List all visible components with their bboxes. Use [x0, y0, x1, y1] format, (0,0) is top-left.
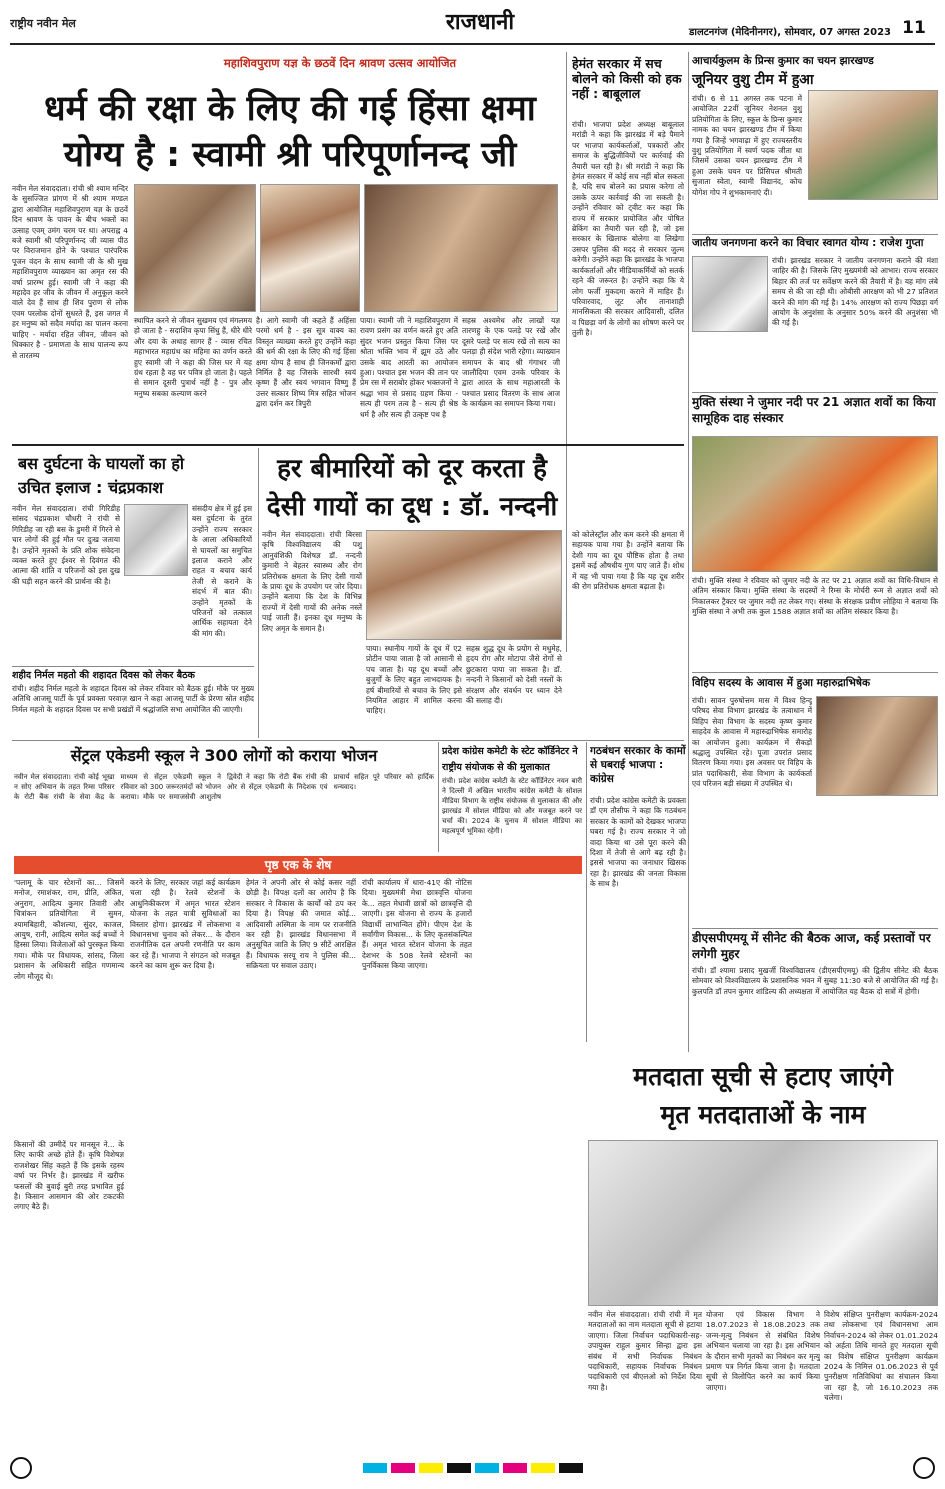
voter-col-1: नवीन मेल संवाददाता। रांची रांची में मृत मतदाताओं का नाम मतदाता सूची से हटाया जाएगा। जिला निर्वाचन पदाधिकारी-सह-उपायुक्त राहुल कुमार सिन्हा द्वारा इस संबंध में सभी निर्वाचक निबंधन पदाधिकारी, सहायक निर्वाचक निबंधन पदाधिकारी एवं बीएलओ को निर्देश दिया गया है। — [588, 1310, 702, 1392]
continued-col-2: करने के लिए, सरकार जहां कई कार्यक्रम चला रही है। रेलवे स्टेशनों के आधुनिकीकरण में अमृत भारत स्टेशन योजना के तहत यात्री सुविधाओं का विस्तार होगा। झारखंड में लोकसभा व विधानसभा चुनाव को लेकर... के दौरान राजनीतिक दल अपनी रणनीति पर काम कर रहे हैं। भाजपा ने संगठन को मजबूत करने का काम शुरू कर दिया है। — [130, 878, 240, 971]
bus-headline-1: बस दुर्घटना के घायलों का हो — [18, 454, 185, 473]
sidebar-rule-3 — [692, 672, 938, 673]
congress-body: रांची। प्रदेश कांग्रेस कमेटी के स्टेट कॉर्डिनेटर नयन बारी ने दिल्ली में अखिल भारतीय कांग्रेस कमेटी के सोशल मीडिया विभाग के राष्ट्रीय संयोजक से मुलाकात की और झारखंड में सोशल मीडिया को और मजबूत करने पर चर्चा की। 2024 के चुनाव में सोशल मीडिया का महत्वपूर्ण भूमिका रहेगी। — [442, 777, 582, 835]
bus-body-2: संसदीय क्षेत्र में हुई इस बस दुर्घटना के तुरंत उन्होंने राज्य सरकार के आला अधिकारियों से घायलों का समुचित इलाज कराने और राहत व बचाव कार्य तेजी से कराने के संदर्भ में बात की। उन्होंने मृतकों के परिजनों को तत्काल आर्थिक सहायता देने की मांग की। — [192, 504, 252, 638]
masthead — [0, 0, 945, 45]
alliance-divider — [586, 742, 587, 1042]
sidebar-rule-1 — [692, 234, 938, 235]
sidebar-divider — [688, 52, 689, 1052]
cow-col-2: पाया। स्थानीय गायों के दूध में ए2 प्रोटीन पाया जाता है जो आसानी से पच जाता है। यह दूध बच्चों और बुजुर्गों के लिए बहुत लाभदायक है। हर्ष बीमारियों से बचाव के लिए इसे नियमित आहार में शामिल करना चाहिए। — [366, 644, 462, 716]
fire-photo — [692, 436, 938, 572]
voter-col-3: विशेष संक्षिप्त पुनरीक्षण कार्यक्रम-2024 तथा लोकसभा एवं विधानसभा आम निर्वाचन-2024 को लेकर 01.01.2024 को अर्हता तिथि मानते हुए मतदाता सूची का विशेष संक्षिप्त पुनरीक्षण कार्यक्रम 2024 के निमित्त 01.06.2023 से पूर्व पुनरीक्षण गतिविधियां का संचालन किया जा रहा है, जो 16.10.2023 तक चलेगा। — [824, 1310, 938, 1403]
vhp-photo — [816, 696, 938, 796]
bus-body-1: नवीन मेल संवाददाता। रांची गिरिडीह सांसद चंद्रप्रकाश चौधरी ने रांची से गिरिडीह जा रही बस के डुमरी में गिरने से चार लोगों की हुई मौत पर दुःख जताया है। उन्होंने मृतकों के प्रति शोक संवेदना व्यक्त करते हुए ईश्वर से दिवंगत की आत्मा की शांति व परिजनों को इस दुख की घड़ी सहन करने की प्रार्थना की है। — [12, 504, 120, 586]
babulal-headline: हेमंत सरकार में सच बोलने को किसी को हक नहीं : बाबूलाल — [572, 56, 682, 101]
continued-banner: पृष्ठ एक के शेष — [14, 856, 582, 874]
wushu-body: रांची। 6 से 11 अगस्त तक पटना में आयोजित 22वीं जूनियर नेशनल वुशु प्रतियोगिता के लिए, स्कूल के प्रिन्स कुमार नामक का चयन झारखण्ड टीम में किया गया है जिन्हें भगवाढ़ा में हुए राज्यस्तरीय वुशु प्रतियोगिता में स्वर्ण पदक जीता था जिसमें उसका चयन झारखण्ड टीम में हुआ उसके चयन पर प्रिंसिपल श्रीमती सुजाता स्वेता, स्वामी विद्यानंद, कोच योगेश गोप ने शुभकामनाएं दी। — [692, 94, 802, 197]
registration-mark-left — [10, 1457, 32, 1479]
shaheed-rule — [12, 666, 254, 667]
voter-headline-2: मृत मतदाताओं के नाम — [660, 1100, 866, 1129]
lead-headline-2: योग्य है : स्वामी श्री परिपूर्णानन्द जी — [63, 135, 517, 175]
caste-body: रांची। झारखंड सरकार ने जातीय जनगणना कराने की मंशा जाहिर की है। जिसके लिए मुख्यमंत्री को आभार। राज्य सरकार बिहार की तर्ज पर सर्वेक्षण करने की तैयारी में है। यह मांग लंबे समय से की जा रही थी। ओबीसी आरक्षण को भी 27 प्रतिशत करने की मांग की गई है। 14% आरक्षण को राज्य पिछड़ा वर्ग आयोग के अनुशंसा के अनुसार 50% करने की अनुशंसा भी की गई है। — [772, 256, 938, 328]
dsp-body: रांची। डॉ श्यामा प्रसाद मुखर्जी विश्वविद्यालय (डीएसपीएमयू) की द्वितीय सीनेट की बैठक सोमवार को विश्वविद्यालय के प्रशासनिक भवन में सुबह 11:30 बजे से आयोजित की गई है। कुलपति डॉ तपन कुमार शांडिल्य की अध्यक्षता में आयोजित यह बैठक दो सत्रों में होगी। — [692, 966, 938, 996]
lead-headline-1: धर्म की रक्षा के लिए की गई हिंसा क्षमा — [44, 89, 536, 129]
voter-col-2: योजना एवं विकास विभाग ने 18.07.2023 से 18.08.2023 तक जन्म-मृत्यु निबंधन से संबंधित विशेष अभियान चलाया जा रहा है। इस अभियान के दौरान सभी मृतकों का निबंधन कर मृत्यु प्रमाण पत्र निर्गत किया जाना है। मतदाता सूची से विलोपित करने का कार्य किया जाएगा। — [706, 1310, 820, 1392]
central-rule — [12, 740, 684, 741]
caste-headline: जातीय जनगणना करने का विचार स्वागत योग्य : राजेश गुप्ता — [692, 237, 924, 249]
cow-divider — [258, 448, 259, 738]
color-bars — [363, 1463, 583, 1473]
voter-headline-1: मतदाता सूची से हटाए जाएंगे — [633, 1062, 893, 1091]
sidebar-rule-4 — [692, 928, 938, 929]
lead-photo-1 — [134, 184, 256, 312]
bus-headline-2: उचित इलाज : चंद्रप्रकाश — [18, 478, 164, 497]
registration-mark-right — [913, 1457, 935, 1479]
cow-col-1: नवीन मेल संवाददाता। रांची बिरसा कृषि विश्वविद्यालय की पशु आनुवंशिकी विशेषज्ञ डॉ. नन्दनी कुमारी ने बेहतर स्वास्थ्य और रोग प्रतिरोधक क्षमता के लिए देसी गायों के प्रायः दूध के उपयोग पर जोर दिया। उन्होंने बताया कि देश के विभिन्न राज्यों में देसी गायों की अनेक नस्लें पाई जाती हैं। इनका दूध मनुष्य के लिए अमृत के समान है। — [262, 530, 362, 633]
congress-divider — [438, 742, 439, 852]
cow-headline-2: देसी गायों का दूध : डॉ. नन्दनी — [266, 492, 558, 522]
lead-col-3: है। आगे स्वामी जी कहते हैं अहिंसा परमो धर्म है - इस सूत्र वाक्य का विस्तृत व्याख्या करते हुए उन्होंने कहा की धर्म की रक्षा के लिए की गई हिंसा क्षमा योग्य है साथ ही जिनकर्मों द्वारा निर्मित है यह जिसके सारथी स्वयं कृष्ण हैं और स्वयं भगवान विष्णु हैं उत्तर सत्कार शिष्य मित्र सहित भोजन द्वारा दर्शन कर त्रिपुरी — [256, 316, 356, 409]
caste-photo — [692, 256, 768, 332]
lead-photo-3 — [364, 184, 558, 312]
fire-headline: मुक्ति संस्था ने जुमार नदी पर 21 अज्ञात शवों का किया सामूहिक दाह संस्कार — [692, 395, 936, 425]
wushu-headline: जूनियर वुशु टीम में हुआ — [692, 72, 814, 88]
shaheed-headline: शहीद निर्मल महतो की शहादत दिवस को लेकर बैठक — [12, 670, 195, 681]
continued-col-4: रांची कार्यालय में धारा-41ए की नोटिस दिया। मुख्यमंत्री मेधा छात्रवृत्ति योजना के... तहत मेधावी छात्रों को छात्रवृत्ति दी जाएगी। इस योजना से राज्य के हजारों विद्यार्थी लाभान्वित होंगे। पीएम देश के सर्वांगीण विकास... के लिए कृतसंकल्पित हैं। अमृत भारत स्टेशन योजना के तहत देशभर के 508 रेलवे स्टेशनों का पुनर्विकास किया जाएगा। — [362, 878, 472, 971]
central-body: नवीन मेल संवाददाता। रांची कोई भूखा न सोए अभियान के तहत रिम्स परिसर के रोटी बैंक रांची के सेवा केंद्र के माध्यम से सेंट्रल एकेडमी स्कूल ने रविवार को 300 जरूरतमंदों को भोजन कराया। मौके पर समाजसेवी आशुतोष द्विवेदी ने कहा कि रोटी बैंक रांची की ओर से सेंट्रल एकेडमी के निदेशक एवं प्राचार्य सहित पूरे परिवार को हार्दिक धन्यवाद। — [14, 773, 434, 801]
wushu-photo — [808, 90, 938, 200]
continued-col-3: हेमंत ने अपनी ओर से कोई कसर नहीं छोड़ी है। विपक्ष दलों का आरोप है कि सरकार ने विकास के कार्यों को ठप कर दिया है। विपक्ष की जमात कोई... आदिवासी अस्मिता के नाम पर राजनीति कर रही है। झारखंड विधानसभा में अनुसूचित जाति के लिए 9 सीटें आरक्षित हैं। विधायक सरयू राय ने पुलिस की... सक्रियता पर सवाल उठाए। — [246, 878, 356, 971]
central-headline: सेंट्रल एकेडमी स्कूल ने 300 लोगों को कराया भोजन — [70, 746, 378, 765]
voter-photo — [588, 1140, 938, 1306]
fire-body: रांची। मुक्ति संस्था ने रविवार को जुमार नदी के तट पर 21 अज्ञात शवों का विधि-विधान से अंतिम संस्कार किया। मुक्ति संस्था के सदस्यों ने रिम्स के मोर्चरी रूम से अज्ञात शवों को निकालकर ट्रैक्टर पर जुमार नदी तट लेकर गए। संस्था के संरक्षक प्रवीण लोहिया ने बताया कि मुक्ति संस्था ने अभी तक कुल 1588 अज्ञात शवों का अंतिम संस्कार किया है। — [692, 576, 938, 617]
lead-kicker: महाशिवपुराण यज्ञ के छठवें दिन श्रावण उत्सव आयोजित — [223, 56, 457, 70]
lead-col-1: नवीन मेल संवाददाता। रांची श्री श्याम मन्दिर के सुसज्जित प्रांगण में श्री श्याम मण्डल द्वारा आयोजित महाशिवपुराण यज्ञ के छठवें दिन श्रावण के पावन के बीच भक्तों का उत्साह एवम् उमंग चरम पर था। अपराह्न 4 बजे स्वामी श्री परिपूर्णानन्द जी व्यास पीठ पर विराजमान होने के पश्चात पारंपरिक पूजन वंदन के साथ स्वामी जी के श्री मुख महाशिवपुराण व्याख्यान का अमृत रस की वर्षा प्रारम्भ हुई। स्वामी जी ने कहा की महादेव हर जीव के जीवन में अनुकूल करने वाले देव हैं साथ ही शिव पुराण से लोक एवम परलोक दोनों सुधरते हैं, इस जगत में हर मनुष्य को सदैव मर्यादा का पालन करना चाहिए - मर्यादा रहित जीवन, जीवन को धिक्कार है - प्रमाणता के साथ पालन्य रूप से तारतम्य — [12, 184, 128, 360]
vhp-body: रांची। सावन पुरुषोत्तम मास में विश्व हिन्दू परिषद सेवा विभाग झारखंड के तत्वाधान में विहिप सेवा विभाग के सदस्य कृष्ण कुमार साहदेव के आवास में महारुद्राभिषेक समारोह का आयोजन हुआ। कार्यक्रम में सैकड़ों श्रद्धालु उपस्थित रहे। पूजा उपरांत प्रसाद वितरण किया गया। इस अवसर पर विहिप के प्रांत पदाधिकारी, सेवा विभाग के कार्यकर्ता एवं परिजन बड़ी संख्या में उपस्थित थे। — [692, 696, 812, 789]
vhp-headline: विहिप सदस्य के आवास में हुआ महारुद्राभिषेक — [692, 677, 871, 689]
lead-col-4: पाया। स्वामी जी ने महाशिवपुराण में रावण प्रसंग का वर्णन करते हुए अति सुंदर भजन प्रस्तुत किया जिस पर श्रोता भक्ति भाव में झूम उठे और उसके बाद आरती का आयोजन हुआ। पश्चात इस भजन की तान पर प्रेम रस में सराबोर होकर भक्तजनों ने श्रद्धा भाव से प्रसाद ग्रहण किया - सत्य ही परम तत्व है - सत्य ही श्रेष्ठ धर्म है और सत्य ही उत्कृष्ट पथ है — [360, 316, 458, 419]
dateline: डालटनगंज (मेदिनीनगर), सोमवार, 07 अगस्त 2023 — [689, 27, 891, 38]
congress-headline-2: राष्ट्रीय संयोजक से की मुलाकात — [442, 762, 550, 773]
cow-headline-1: हर बीमारियों को दूर करता है — [277, 454, 547, 484]
continued-col-1b: किसानों की उम्मीदें पर मानसून ने... के लिए काफी अच्छे होते हैं। कृषि विशेषज्ञ राजशेखर सिंह कहते हैं कि इसके रहस्य वर्षा पर निर्भर है। झारखंड में खरीफ फसलों की बुवाई बुरी तरह प्रभावित हुई है। किसान आसमान की ओर टकटकी लगाए बैठे हैं। — [14, 1140, 124, 1212]
alliance-body: रांची। प्रदेश कांग्रेस कमेटी के प्रवक्ता डॉ एम तौसीफ ने कहा कि गठबंधन सरकार के कामों को देखकर भाजपा घबरा गई है। राज्य सरकार ने जो वादा किया था उसे पूरा करने की दिशा में तेजी से आगे बढ़ रही है। इससे भाजपा का जनाधार खिसक रहा है। झारखंड की जनता विकास के साथ है। — [590, 796, 686, 889]
babulal-body: रांची। भाजपा प्रदेश अध्यक्ष बाबूलाल मरांडी ने कहा कि झारखंड में बड़े पैमाने पर भाजपा कार्यकर्ताओं, पत्रकारों और समाज के बुद्धिजीवियों पर कार्रवाई की तैयारी चल रही है। श्री मरांडी ने कहा कि हेमंत सरकार में कोई सच नहीं बोल सकता है, यदि सच बोलने का प्रयास करेगा तो उसके ऊपर कार्रवाई की जा सकती है। उन्होंने रविवार को ट्वीट कर कहा कि राज्य में सरकार प्रायोजित और पोषित ब्रेकिंग का तैयारी चल रही है, जो इस सरकार के खिलाफ बोलेगा वा लिखेगा उसपर पुलिस की मदद से सरकार जुल्म करेगी। उन्होंने कहा कि झारखंड के भाजपा कार्यकर्ताओं और मीडियाकर्मियों को सतर्क रहने की जरूरत है। उन्होंने कहा कि ये लोग फर्जी मुकदमा कराने में माहिर हैं। परिवारवाद, लूट और तानाशाही मानसिकता की सरकार आदिवासी, दलित व पिछड़ा वर्ग के लोगों का शोषण करने पर तुली है। — [572, 120, 684, 338]
bus-photo — [124, 504, 188, 576]
cow-col-3: सहस्र शुद्ध दूध के प्रयोग से मधुमेह, हृदय रोग और मोटापा जैसे रोगों से छुटकारा पाया जा सकता है। डॉ. नन्दनी ने किसानों को देसी नस्लों के संरक्षण और संवर्धन पर ध्यान देने की सलाह दी। — [466, 644, 562, 706]
lead-col-5: सहस्र अश्वमेध और लाखों यज्ञ तारणहु के एक पलड़े पर रखें और दूसरे पलड़े पर सत्य रखें तो सत्य का पलड़ा ही संदेश भारी रहेगा। व्याख्यान समापन के बाद श्री गंगाधर जी जालौदिया एवम उनके परिवार के द्वारा आरत के साथ महाआरती के पश्चात प्रसाद वितरण के साथ आज के कार्यक्रम का समापन किया गया। — [462, 316, 560, 409]
lead-photo-2 — [260, 184, 360, 312]
cow-photo — [366, 530, 562, 640]
sidebar-rule-2 — [692, 392, 938, 393]
page-number: 11 — [902, 18, 926, 38]
section-title: राजधानी — [445, 10, 515, 35]
mid-rule — [12, 444, 684, 446]
paper-logo: राष्ट्रीय नवीन मेल — [10, 17, 76, 30]
masthead-rule — [10, 43, 935, 45]
lead-col-2: स्थापित करने से जीवन सुखमय एवं मंगलमय हो जाता है - सदाशिव कृपा सिंधु हैं, धीरे धीरे और दया के अथाह सागर हैं - व्यास रचित महाभारत महाग्रंथ का महिमा का वर्णन करते हुए स्वामी जी ने कहा की जिस घर में यह ग्रंथ रहता है वह घर पवित्र हो जाता है। पहले से समान दूसरी पुत्रार्थ नहीं है - पुत्र और मनुष्य सबका कल्याण करने — [134, 316, 252, 398]
continued-col-1: 'पलामू के चार स्टेशनों का... जिसमें मनोज, रमाशंकर, राम, प्रीति, अंकित, अनुराग, आदित्य कुमार तिवारी और चित्रांकन प्रतियोगिता में सुमन, श्यामबिहारी, कौशल्या, सुंदर, काजल, आयुष, रानी, आदित्य समेत कई बच्चों ने हिस्सा लिया। विजेताओं को पुरस्कृत किया गया। मौके पर विधायक, सांसद, जिला प्रशासन के अधिकारी सहित गणमान्य लोग मौजूद थे। — [14, 878, 124, 981]
shaheed-body: रांची। शहीद निर्मल महतो के शहादत दिवस को लेकर रविवार को बैठक हुई। मौके पर मुख्य अतिथि आजसू पार्टी के पूर्व प्रवक्ता परवाज़ खान ने कहा आजसू पार्टी के प्रेरणा स्रोत शहीद निर्मल महतो के शहादत दिवस पर सभी प्रखंडों में श्रद्धांजलि सभा आयोजित की जाएगी। — [12, 684, 254, 714]
col-divider — [566, 52, 567, 652]
cow-col-4: को कोलेस्ट्रॉल और कम करने की क्षमता में सहायक पाया गया है। उन्होंने बताया कि देशी गाय का दूध पौष्टिक होता है तथा इसमें कई औषधीय गुण पाए जाते हैं। शोध में यह भी पाया गया है कि यह दूध शरीर की रोग प्रतिरोधक क्षमता बढ़ाता है। — [572, 530, 684, 592]
wushu-kicker: आचार्यकुलम के प्रिन्स कुमार का चयन झारखण्ड — [692, 55, 874, 67]
dsp-headline: डीएसपीएमयू में सीनेट की बैठक आज, कई प्रस्तावों पर लगेगी मुहर — [692, 931, 931, 961]
alliance-headline: गठबंधन सरकार के कामों से घबराई भाजपा : कांग्रेस — [590, 745, 686, 785]
color-registration-strip — [0, 1450, 945, 1486]
congress-headline-1: प्रदेश कांग्रेस कमेटी के स्टेट कॉर्डिनेटर ने — [442, 746, 578, 757]
